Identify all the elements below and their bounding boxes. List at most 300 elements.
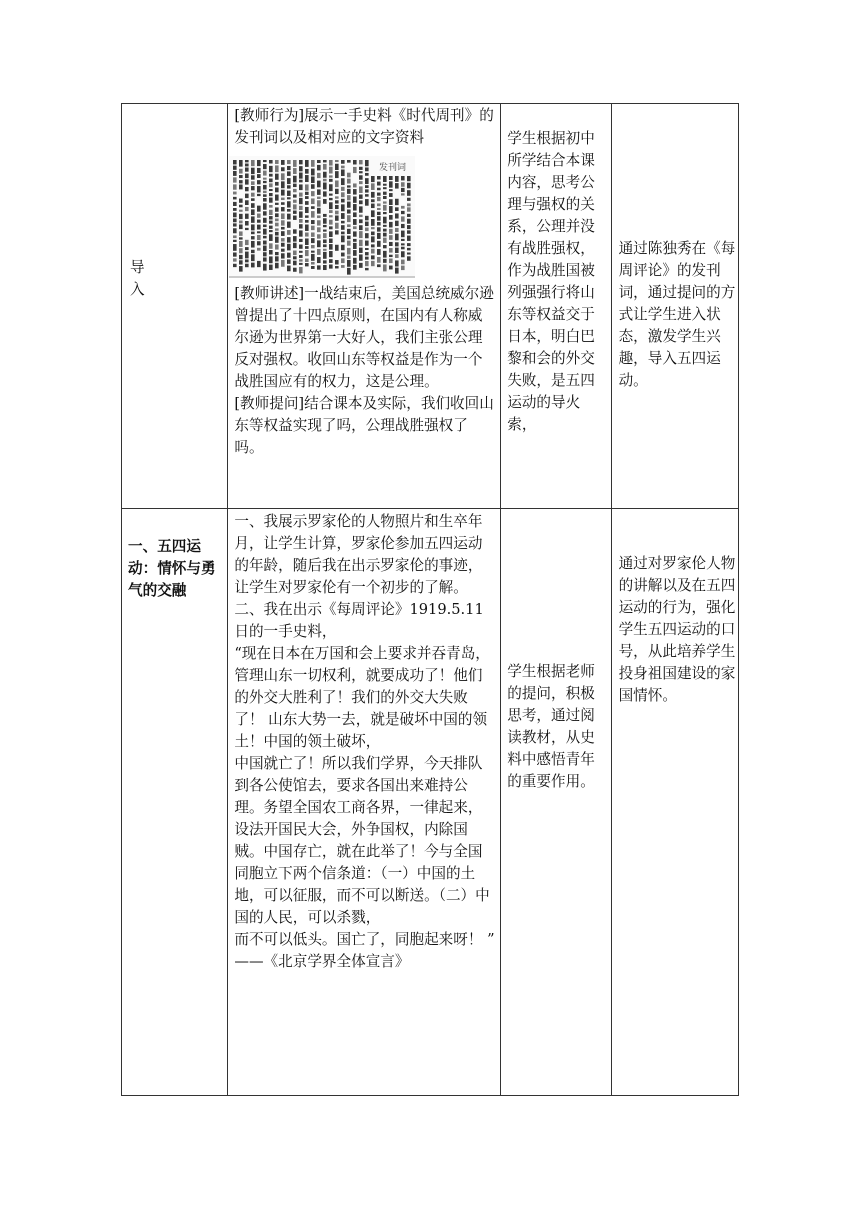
scan-text-stroke [299,259,303,261]
scan-text-stroke [329,167,333,174]
scan-text-stroke [275,174,279,180]
scan-text-stroke [407,198,411,201]
scan-text-stroke [401,243,405,245]
scan-text-stroke [251,250,255,253]
scan-text-stroke [269,178,273,182]
scan-text-stroke [365,252,369,255]
scan-text-stroke [341,221,345,224]
student-activity-text: 学生根据初中所学结合本课内容，思考公理与强权的关系，公理并没有战胜强权，作为战胜国被列强强行将山东等权益交于日本，明白巴黎和会的外交失败，是五四运动的导火索， [507,130,595,433]
scan-text-stroke [287,230,291,235]
scan-text-stroke [251,193,255,197]
scan-text-stroke [371,249,375,254]
scan-text-stroke [323,218,327,223]
scan-text-stroke [263,178,267,180]
scan-text-stroke [269,221,273,224]
scan-text-stroke [365,222,369,227]
scan-text-stroke [305,160,309,167]
scan-text-stroke [359,231,363,238]
scan-text-stroke [401,176,405,180]
scan-text-stroke [359,219,363,223]
scan-text-stroke [317,173,321,178]
scan-text-stroke [347,195,351,200]
scan-text-stroke [239,220,243,223]
student-cell [501,104,611,509]
scan-text-stroke [299,255,303,258]
scan-text-stroke [239,260,243,264]
scan-text-stroke [299,263,303,265]
scan-text-stroke [365,194,369,197]
lesson-plan-table [121,103,739,1096]
scan-text-stroke [365,199,369,206]
scan-text-stroke [287,244,291,251]
scan-text-stroke [323,214,327,217]
scan-text-stroke [401,224,405,228]
scan-text-stroke [359,160,363,164]
scan-text-stroke [239,255,243,259]
scan-text-stroke [347,189,351,194]
scan-text-stroke [245,247,249,250]
scan-text-stroke [299,193,303,197]
scan-text-stroke [365,241,369,246]
scan-text-stroke [329,251,333,257]
scan-text-stroke [257,160,261,166]
scan-text-stroke [263,194,267,197]
scan-text-stroke [275,232,279,236]
scan-text-stroke [371,227,375,229]
scan-text-stroke [269,183,273,187]
scan-text-stroke [251,203,255,208]
scan-heading: 发刊词 [379,163,407,173]
scan-text-stroke [365,185,369,188]
table-row [122,104,739,509]
scan-text-stroke [239,199,243,203]
scan-text-stroke [389,229,393,234]
scan-text-stroke [371,204,375,209]
scan-text-stroke [401,251,405,257]
scan-text-stroke [359,186,363,193]
stage-cell [122,104,228,509]
scan-text-stroke [347,160,351,163]
scan-text-stroke [383,217,387,224]
scan-text-stroke [407,256,411,260]
scan-text-stroke [239,169,243,174]
scan-text-stroke [287,209,291,212]
scan-text-stroke [329,244,333,250]
scan-text-stroke [239,184,243,189]
scan-text-stroke [305,232,309,236]
scan-text-stroke [275,237,279,243]
scan-text-stroke [341,258,345,263]
scan-text-stroke [401,193,405,195]
scan-text-stroke [359,175,363,179]
scan-text-stroke [275,256,279,261]
scan-text-stroke [389,266,393,270]
scan-text-stroke [269,210,273,215]
scan-text-stroke [293,211,297,214]
scan-text-stroke [335,171,339,178]
scan-text-stroke [281,181,285,188]
scan-text-stroke [305,220,309,223]
scan-text-stroke [233,235,237,238]
scan-text-stroke [263,181,267,183]
scan-text-stroke [317,200,321,206]
scan-text-stroke [275,263,279,269]
newspaper-scan-image [229,156,415,278]
scan-text-stroke [233,208,237,211]
scan-text-stroke [359,194,363,198]
scan-text-stroke [311,266,315,269]
scan-text-stroke [359,248,363,253]
scan-text-stroke [311,198,315,204]
scan-text-stroke [257,261,261,267]
scan-text-stroke [335,196,339,198]
scan-text-stroke [383,264,387,271]
scan-text-stroke [317,160,321,163]
scan-text-stroke [371,244,375,247]
scan-text-stroke [293,229,297,233]
scan-text-stroke [299,245,303,249]
scan-text-stroke [365,160,369,166]
scan-text-stroke [407,248,411,251]
scan-text-stroke [389,176,393,180]
scan-text-stroke [245,240,249,245]
scan-text-stroke [359,167,363,170]
scan-text-stroke [317,249,321,255]
scan-text-stroke [407,183,411,189]
scan-text-stroke [365,228,369,232]
scan-text-stroke [389,206,393,213]
scan-text-stroke [263,252,267,256]
scan-text-stroke [359,254,363,260]
scan-text-stroke [323,233,327,238]
scan-text-stroke [407,236,411,241]
scan-text-stroke [383,245,387,248]
intent-cell [611,104,738,509]
scan-text-stroke [365,261,369,266]
scan-text-stroke [281,227,285,230]
scan-text-stroke [251,232,255,235]
scan-text-stroke [317,215,321,218]
scan-text-stroke [257,248,261,251]
scan-text-stroke [335,189,339,194]
scan-text-stroke [395,221,399,226]
scan-text-stroke [359,263,363,268]
scan-text-stroke [275,187,279,192]
scan-text-stroke [269,243,273,249]
scan-text-stroke [257,214,261,218]
scan-text-stroke [251,241,255,248]
scan-text-stroke [239,210,243,212]
scan-text-stroke [257,186,261,192]
scan-text-stroke [347,256,351,259]
scan-text-stroke [293,268,297,272]
scan-text-stroke [401,260,405,265]
scan-text-stroke [287,160,291,164]
scan-text-stroke [263,257,267,261]
scan-text-stroke [233,184,237,189]
scan-text-stroke [341,187,345,191]
scan-text-stroke [329,215,333,217]
scan-text-stroke [275,223,279,227]
scan-text-stroke [251,209,255,215]
scan-text-stroke [311,226,315,231]
scan-text-stroke [341,166,345,169]
scan-text-stroke [305,238,309,245]
scan-text-stroke [353,250,357,256]
scan-text-stroke [371,183,375,190]
scan-text-stroke [329,202,333,209]
scan-text-stroke [239,205,243,208]
scan-text-stroke [287,214,291,220]
scan-text-stroke [293,243,297,248]
scan-text-stroke [341,192,345,197]
table-row [122,509,739,1096]
scan-text-stroke [341,232,345,235]
scan-text-stroke [305,250,309,256]
scan-text-stroke [353,258,357,264]
scan-text-stroke [377,249,381,255]
scan-text-stroke [263,225,267,228]
scan-text-stroke [299,166,303,171]
scan-text-stroke [383,233,387,237]
scan-text-stroke [299,206,303,210]
stage-cell [122,509,228,1096]
scan-text-stroke [275,203,279,205]
scan-text-stroke [245,228,249,230]
scan-text-stroke [359,200,363,204]
scan-text-stroke [269,265,273,270]
scan-text-stroke [377,222,381,226]
scan-text-stroke [245,200,249,205]
scan-text-stroke [263,191,267,193]
scan-text-stroke [263,218,267,223]
scan-text-stroke [263,160,267,162]
scan-text-stroke [347,260,351,267]
scan-text-stroke [323,239,327,243]
scan-text-stroke [281,238,285,241]
scan-text-stroke [329,198,333,200]
scan-text-stroke [395,199,399,205]
scan-text-stroke [311,211,315,218]
scan-text-stroke [251,175,255,179]
scan-text-stroke [233,223,237,226]
scan-text-stroke [269,234,273,241]
scan-text-stroke [359,181,363,184]
scan-text-stroke [233,177,237,182]
scan-text-stroke [329,179,333,182]
scan-text-stroke [251,186,255,190]
scan-text-stroke [251,263,255,268]
scan-text-stroke [281,190,285,196]
scan-text-stroke [299,239,303,242]
scan-text-stroke [239,241,243,247]
scan-text-stroke [383,201,387,203]
scan-text-stroke [341,204,345,211]
scan-text-stroke [389,248,393,253]
scan-text-stroke [329,210,333,213]
scan-text-stroke [335,205,339,209]
scan-text-stroke [257,194,261,196]
scan-text-stroke [311,160,315,167]
scan-text-stroke [395,248,399,253]
scan-text-stroke [323,164,327,170]
scan-text-stroke [293,216,297,220]
scan-text-stroke [311,254,315,261]
scan-text-stroke [245,160,249,162]
scan-text-stroke [257,206,261,212]
scan-text-stroke [251,224,255,230]
scan-text-stroke [281,231,285,236]
scan-text-stroke [317,257,321,263]
scan-text-stroke [389,181,393,187]
scan-text-stroke [329,160,333,166]
scan-text-stroke [365,268,369,270]
scan-text-stroke [389,258,393,263]
scan-text-stroke [263,203,267,209]
scan-text-stroke [341,178,345,185]
scan-text-stroke [281,213,285,219]
scan-text-stroke [317,181,321,188]
scan-text-stroke [287,237,291,243]
scan-text-stroke [347,173,351,178]
scan-text-stroke [383,205,387,211]
scan-text-stroke [341,245,345,250]
scan-text-stroke [347,202,351,208]
scan-text-stroke [293,189,297,192]
scan-text-stroke [239,248,243,253]
scan-text-stroke [383,238,387,243]
scan-text-stroke [323,191,327,196]
scan-text-stroke [251,198,255,201]
scan-text-stroke [305,192,309,195]
scan-text-stroke [341,235,345,242]
scan-text-stroke [275,160,279,164]
scan-text-stroke [395,176,399,182]
scan-text-stroke [323,183,327,190]
scan-text-stroke [257,174,261,178]
scan-text-stroke [323,172,327,178]
scan-text-stroke [293,194,297,197]
scan-text-stroke [311,245,315,248]
scan-text-stroke [317,165,321,171]
scan-text-stroke [269,189,273,191]
scan-text-stroke [281,249,285,252]
teacher-lecture-text: [教师讲述]一战结束后，美国总统威尔逊曾提出了十四点原则，在国内有人称威尔逊为世界第一大好人，我们主张公理反对强权。收回山东等权益是作为一个战胜国应有的权力，这是公理。 [教师提问]结合课本及实际，我们收回山东等权益实现了吗，公理战胜强权了吗。 [234,285,494,456]
scan-text-stroke [245,259,249,262]
scan-text-stroke [275,182,279,186]
scan-text-stroke [401,239,405,241]
scan-text-stroke [323,160,327,162]
scan-text-stroke [299,267,303,273]
scan-text-stroke [407,253,411,255]
scan-text-stroke [383,192,387,195]
scan-text-stroke [377,216,381,221]
scan-text-stroke [365,167,369,171]
scan-text-stroke [287,191,291,196]
scan-text-stroke [377,212,381,215]
scan-text-stroke [287,222,291,228]
scan-text-stroke [365,233,369,238]
scan-text-stroke [371,261,375,266]
scan-text-stroke [329,220,333,225]
scan-text-stroke [269,174,273,177]
teacher-content-text: 一、我展示罗家伦的人物照片和生卒年月，让学生计算，罗家伦参加五四运动的年龄，随后我在出示罗家伦的事迹，让学生对罗家伦有一个初步的了解。 二、我在出示《每周评论》1919.5.11日的一手史料， “现在日本在万国和会上要求并吞青岛，管理山东一切权利，就要成功了！他们的外交大胜利了！我们的外交大失败了！ 山东大势一去，就是破坏中国的领土！中国的领土破坏， 中国就亡了！所以我们学界，今天排队到各公使馆去，要求各国出来难持公理。务望全国农工商各界，一律起来，设法开国民大会，外争国权，内除国贼。中国存亡，就在此举了！今与全国同胞立下两个信条道：（一）中国的土地，可以征服，而不可以断送。（二）中国的人民，可以杀戮， 而不可以低头。国亡了，同胞起来呀！ ” ——《北京学界全体宣言》 [234,513,495,970]
scan-text-stroke [263,264,267,271]
scan-text-stroke [245,207,249,211]
scan-text-stroke [395,213,399,218]
scan-text-stroke [233,264,237,267]
scan-text-stroke [347,215,351,222]
scan-text-stroke [293,251,297,256]
scan-text-stroke [401,188,405,192]
scan-text-stroke [335,160,339,162]
scan-text-stroke [407,190,411,196]
scan-text-stroke [323,265,327,270]
scan-text-stroke [401,266,405,271]
scan-text-stroke [287,166,291,170]
scan-text-stroke [353,219,357,225]
scan-text-stroke [407,203,411,206]
scan-text-stroke [347,248,351,255]
scan-text-stroke [299,211,303,217]
scan-text-stroke [281,253,285,258]
scan-text-stroke [377,193,381,196]
scan-text-stroke [323,179,327,182]
scan-text-stroke [281,167,285,171]
scan-text-stroke [329,239,333,243]
scan-text-stroke [341,225,345,230]
scan-text-stroke [377,264,381,267]
scan-text-stroke [293,204,297,209]
scan-text-stroke [275,165,279,172]
scan-text-stroke [281,173,285,180]
scan-text-stroke [323,244,327,247]
scan-text-stroke [269,256,273,263]
scan-text-stroke [305,215,309,217]
student-cell [501,509,611,1096]
scan-text-stroke [341,160,345,164]
scan-text-stroke [365,178,369,184]
scan-text-stroke [341,199,345,203]
scan-text-stroke [245,214,249,219]
scan-text-stroke [395,183,399,189]
scan-text-stroke [407,225,411,229]
scan-text-stroke [335,180,339,187]
scan-text-stroke [305,246,309,249]
scan-text-stroke [335,164,339,170]
scan-text-stroke [245,221,249,226]
scan-text-stroke [293,261,297,266]
scan-text-stroke [269,226,273,229]
scan-text-stroke [281,243,285,247]
scan-text-stroke [329,194,333,196]
scan-text-stroke [233,171,237,176]
scan-text-stroke [293,256,297,259]
scan-text-stroke [341,169,345,176]
scan-text-stroke [353,183,357,187]
scan-text-stroke [305,207,309,213]
scan-text-stroke [371,236,375,242]
scan-text-stroke [353,204,357,211]
scan-text-stroke [377,203,381,206]
scan-text-stroke [347,224,351,227]
scan-text-stroke [293,200,297,203]
scan-text-stroke [287,259,291,263]
scan-text-stroke [263,236,267,239]
scan-text-stroke [401,211,405,214]
scan-text-stroke [299,160,303,164]
scan-text-stroke [323,225,327,227]
